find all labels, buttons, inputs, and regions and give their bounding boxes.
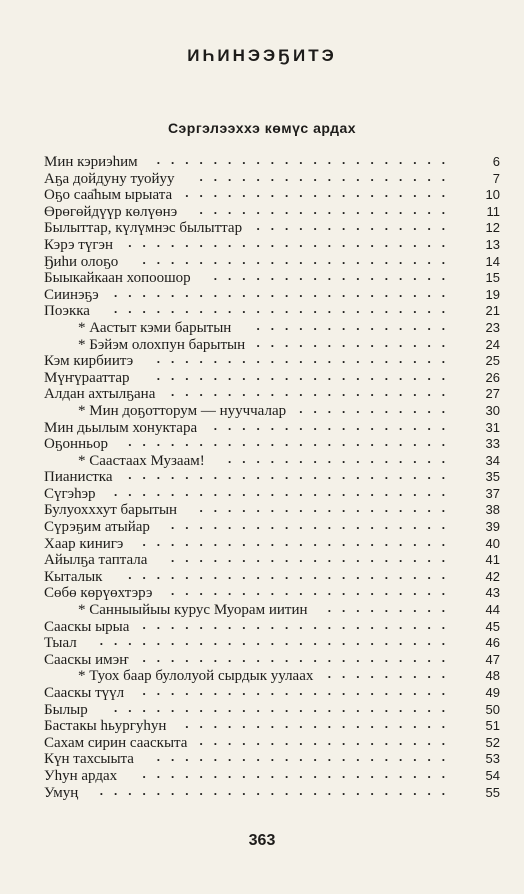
toc-entry-title: Айылҕа таптала xyxy=(44,552,148,569)
dot-leader: ................ xyxy=(228,450,456,466)
dot-leader: .............. xyxy=(256,218,456,234)
toc-entry-title: * Бэйэм олохпун барытын xyxy=(78,336,246,353)
toc-entry-title: Кэрэ түгэн xyxy=(44,236,113,253)
toc-entry-title: Өрөгөйдүүр көлүөнэ xyxy=(44,203,178,220)
toc-entry-page: 15 xyxy=(485,270,500,286)
dot-leader: ................. xyxy=(213,417,456,433)
toc-entry-page: 10 xyxy=(485,187,500,203)
toc-entry-page: 53 xyxy=(485,751,500,767)
toc-entry-title: Хаар кинигэ xyxy=(44,535,124,552)
toc-entry-title: Сааскы түүл xyxy=(44,685,125,701)
toc-entry-page: 25 xyxy=(485,353,500,369)
toc-entry-page: 42 xyxy=(485,568,500,584)
dot-leader: ........................ xyxy=(114,483,456,499)
dot-leader: ....................... xyxy=(128,434,456,450)
toc-entry-page: 23 xyxy=(485,319,500,335)
section-title: Сэргэлээххэ көмүс ардах xyxy=(167,120,357,136)
toc-entry-title: * Санныыйыы курус Муорам иитин xyxy=(78,602,308,619)
toc-entry-page: 37 xyxy=(485,485,500,501)
dot-leader: ................... xyxy=(185,716,456,732)
toc-entry-title: Булуохххут барытын xyxy=(44,502,178,519)
dot-leader: ...................... xyxy=(142,251,456,267)
dot-leader: ....................... xyxy=(128,467,456,483)
toc-entry-title: Бастакы һьургуһун xyxy=(44,718,167,735)
toc-entry-title: Былыр xyxy=(44,701,88,718)
toc-entry-title: Тыал xyxy=(44,635,77,652)
toc-entry-page: 54 xyxy=(485,767,500,783)
toc-entry-page: 35 xyxy=(485,469,500,485)
toc-entry-page: 13 xyxy=(485,236,500,252)
dot-leader: ........................ xyxy=(114,284,456,300)
toc-entry-title: Умуң xyxy=(44,784,79,801)
toc-entry-title: Пианистка xyxy=(44,469,113,486)
dot-leader: .................... xyxy=(171,550,456,566)
toc-entry-page: 44 xyxy=(485,602,500,618)
toc-entry-title: Аҕа дойдуну туойуу xyxy=(44,170,175,187)
dot-leader: .................. xyxy=(199,732,456,748)
toc-entry-page: 52 xyxy=(485,734,500,750)
toc-entry-page: 50 xyxy=(485,701,500,717)
toc-entry-page: 31 xyxy=(485,419,500,435)
dot-leader: .............. xyxy=(256,317,456,333)
toc-entry-title: * Мин доҕотторум — нууччалар xyxy=(78,402,287,419)
dot-leader: .................... xyxy=(171,384,456,400)
toc-entry-page: 14 xyxy=(485,253,500,269)
toc-entry-page: 24 xyxy=(485,336,500,352)
toc-entry-title: Быыкайкаан хопоошор xyxy=(44,270,191,287)
toc-entry-page: 45 xyxy=(485,618,500,634)
table-of-contents xyxy=(40,154,510,801)
dot-leader: ...................... xyxy=(142,649,456,665)
toc-entry-title: Алдан ахтылҕана xyxy=(44,386,156,403)
dot-leader: ..................... xyxy=(156,351,456,367)
toc-entry-page: 6 xyxy=(492,154,500,169)
toc-entry-title: Ҕиһи олоҕо xyxy=(44,253,119,270)
toc-entry-page: 47 xyxy=(485,651,500,667)
toc-entry-title: Оҕонньор xyxy=(44,436,108,453)
toc-entry-page: 46 xyxy=(485,635,500,651)
toc-entry-page: 21 xyxy=(485,303,500,319)
toc-entry-page: 30 xyxy=(485,402,500,418)
toc-entry-page: 7 xyxy=(492,170,500,186)
dot-leader: ..................... xyxy=(156,152,456,167)
toc-entry-page: 48 xyxy=(485,668,500,684)
toc-entry-page: 26 xyxy=(485,369,500,385)
toc-entry-page: 27 xyxy=(485,386,500,402)
dot-leader: .............. xyxy=(256,334,456,350)
toc-entry-page: 12 xyxy=(485,220,500,236)
toc-entry-page: 40 xyxy=(485,535,500,551)
toc-entry-title: * Аастыт кэми барытын xyxy=(78,319,232,336)
toc-entry-title: Мүҥүрааттар xyxy=(44,369,130,386)
toc-entry-title: * Саастаах Музаам! xyxy=(78,452,205,469)
toc-entry-page: 49 xyxy=(485,685,500,700)
toc-entry-title: Күн тахсыыта xyxy=(44,751,134,768)
dot-leader: .................. xyxy=(199,168,456,184)
dot-leader: ......................... xyxy=(99,782,456,798)
toc-entry-title: Сүгэһэр xyxy=(44,485,96,502)
toc-entry-title: Кыталык xyxy=(44,568,103,585)
toc-entry-title: Сааскы имэҥ xyxy=(44,651,129,668)
dot-leader: ...................... xyxy=(142,765,456,781)
toc-entry-title: Былыттар, күлүмнэс былыттар xyxy=(44,220,243,237)
dot-leader: ...................... xyxy=(142,616,456,632)
dot-leader: ......................... xyxy=(99,633,456,649)
toc-entry-title: Мин кэриэһим xyxy=(44,154,138,170)
dot-leader: .................. xyxy=(199,500,456,516)
toc-entry-page: 38 xyxy=(485,502,500,518)
toc-entry-title: Мин дьылым хонуктара xyxy=(44,419,198,436)
dot-leader: .................. xyxy=(199,201,456,217)
dot-leader: ....................... xyxy=(128,566,456,582)
toc-entry-title: Сиинэҕэ xyxy=(44,286,99,303)
page-title: ИҺИНЭЭҔИТЭ xyxy=(187,46,337,65)
toc-entry-title: Сахам сирин сааскыта xyxy=(44,734,188,751)
toc-entry-title: Сүрэҕим атыйар xyxy=(44,519,150,536)
toc-entry-title: Уһун ардах xyxy=(44,767,118,784)
toc-entry-title: Поэкка xyxy=(44,303,90,320)
dot-leader: .................... xyxy=(171,517,456,533)
dot-leader: ..................... xyxy=(156,749,456,765)
dot-leader: ....................... xyxy=(128,234,456,250)
toc-entry-page: 19 xyxy=(485,286,500,302)
dot-leader: ........................ xyxy=(114,301,456,317)
toc-entry-page: 33 xyxy=(485,436,500,452)
dot-leader: ................. xyxy=(213,268,456,284)
toc-entry-title: Оҕо саа̄һым ырыата xyxy=(44,187,173,204)
toc-entry-page: 34 xyxy=(485,452,500,468)
toc-entry-page: 11 xyxy=(486,203,500,219)
dot-leader: ......... xyxy=(327,666,456,682)
dot-leader: ...................... xyxy=(142,533,456,549)
dot-leader: .................... xyxy=(171,583,456,599)
dot-leader: ......... xyxy=(327,600,456,616)
toc-entry-page: 41 xyxy=(485,552,500,568)
toc-entry-title: Кэм кирбиитэ xyxy=(44,353,134,370)
dot-leader: ........... xyxy=(299,400,456,416)
dot-leader: ..................... xyxy=(156,367,456,383)
toc-entry xyxy=(40,782,510,802)
toc-entry-title: * Туох баар булолуой сырдык уулаах xyxy=(78,668,314,685)
toc-entry-title: Сөбө көрүөхтэрэ xyxy=(44,585,153,602)
toc-entry-page: 39 xyxy=(485,519,500,535)
toc-entry-page: 43 xyxy=(485,585,500,601)
toc-entry-page: 55 xyxy=(485,784,500,800)
toc-entry-title: Сааскы ырыа xyxy=(44,618,130,635)
toc-entry-page: 51 xyxy=(485,718,500,734)
dot-leader: ...................... xyxy=(142,683,456,698)
dot-leader: ................... xyxy=(185,185,456,201)
dot-leader: ........................ xyxy=(114,699,456,715)
page-number: 363 xyxy=(248,832,276,849)
